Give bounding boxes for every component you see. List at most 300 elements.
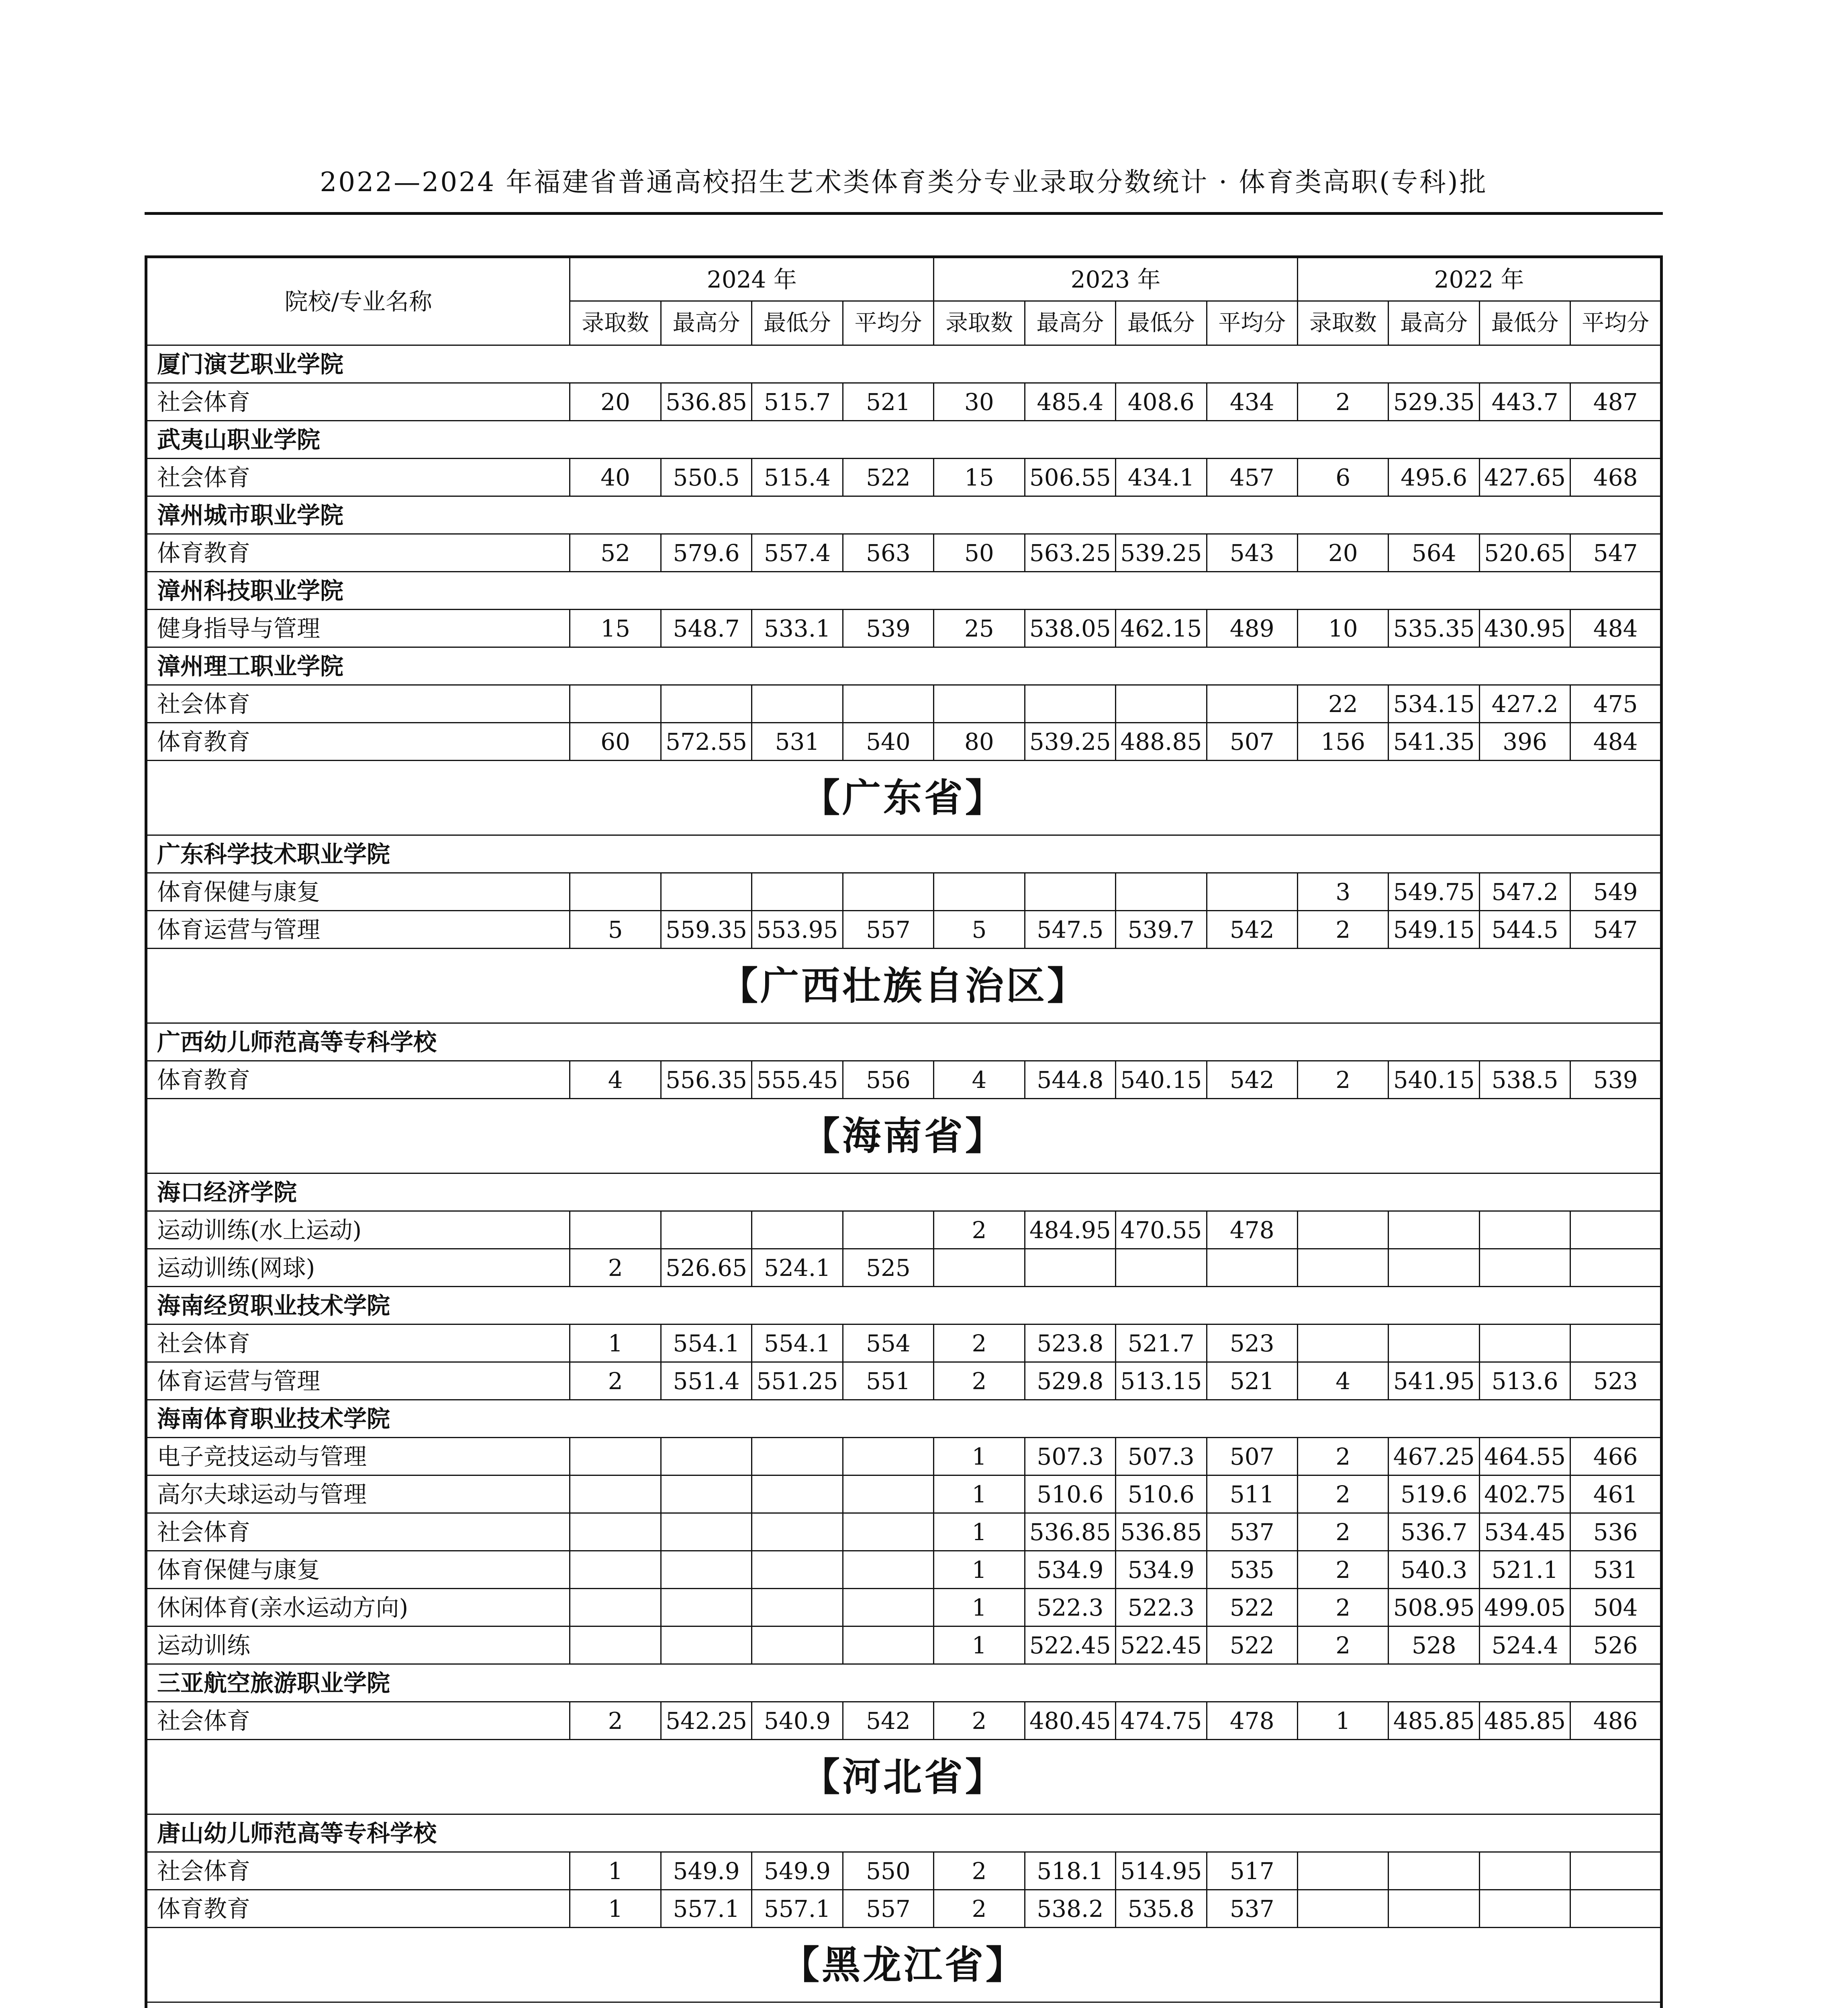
score-cell: 522 [1207, 1589, 1297, 1626]
score-cell: 485.4 [1025, 383, 1115, 421]
score-cell: 554 [843, 1324, 933, 1362]
score-cell [1025, 873, 1115, 911]
score-cell: 534.15 [1389, 685, 1479, 723]
score-cell [752, 1551, 843, 1589]
table-body [146, 345, 1662, 2008]
province-heading: 【广东省】 [146, 761, 1662, 835]
score-cell: 557.1 [661, 1890, 751, 1928]
score-cell [570, 1551, 661, 1589]
score-cell: 2 [934, 1702, 1025, 1740]
province-heading: 【广西壮族自治区】 [146, 949, 1662, 1023]
score-cell [1298, 1211, 1389, 1249]
province-row [146, 761, 1662, 835]
score-cell: 540.15 [1389, 1061, 1479, 1099]
score-cell: 529.8 [1025, 1362, 1115, 1400]
score-cell: 540.15 [1116, 1061, 1207, 1099]
school-row [146, 572, 1662, 610]
score-cell: 549.9 [752, 1852, 843, 1890]
school-name: 广西幼儿师范高等专科学校 [146, 1023, 1662, 1061]
score-cell: 529.35 [1389, 383, 1479, 421]
school-name [146, 2002, 1662, 2008]
score-cell: 572.55 [661, 723, 751, 761]
score-cell: 1 [934, 1438, 1025, 1475]
score-cell: 554.1 [752, 1324, 843, 1362]
score-cell: 550.5 [661, 459, 751, 496]
score-cell [661, 1513, 751, 1551]
score-cell: 559.35 [661, 911, 751, 949]
score-cell: 547 [1570, 911, 1662, 949]
score-cell: 536.85 [1116, 1513, 1207, 1551]
major-name: 体育教育 [146, 723, 570, 761]
score-cell: 2 [570, 1702, 661, 1740]
score-cell: 3 [1298, 873, 1389, 911]
major-name: 健身指导与管理 [146, 610, 570, 647]
score-cell: 4 [570, 1061, 661, 1099]
major-row [146, 1513, 1662, 1551]
major-name: 社会体育 [146, 459, 570, 496]
score-cell: 523 [1207, 1324, 1297, 1362]
score-cell: 464.55 [1479, 1438, 1570, 1475]
school-name: 漳州城市职业学院 [146, 496, 1662, 534]
score-cell: 507.3 [1025, 1438, 1115, 1475]
score-cell: 537 [1207, 1513, 1297, 1551]
score-cell [843, 1551, 933, 1589]
score-cell: 563 [843, 534, 933, 572]
major-name: 电子竞技运动与管理 [146, 1438, 570, 1475]
score-cell: 80 [934, 723, 1025, 761]
score-cell: 555.45 [752, 1061, 843, 1099]
school-row [146, 421, 1662, 459]
score-cell: 1 [570, 1324, 661, 1362]
score-cell: 551.4 [661, 1362, 751, 1400]
school-name: 三亚航空旅游职业学院 [146, 1664, 1662, 1702]
score-cell [1207, 685, 1297, 723]
score-cell: 475 [1570, 685, 1662, 723]
score-cell: 539.7 [1116, 911, 1207, 949]
score-cell: 528 [1389, 1626, 1479, 1664]
school-name: 武夷山职业学院 [146, 421, 1662, 459]
school-row [146, 1664, 1662, 1702]
major-name: 运动训练(水上运动) [146, 1211, 570, 1249]
score-cell: 549.9 [661, 1852, 751, 1890]
sub-column-header: 平均分 [843, 301, 933, 345]
score-cell [570, 1626, 661, 1664]
score-cell: 539.25 [1116, 534, 1207, 572]
score-cell: 474.75 [1116, 1702, 1207, 1740]
score-cell: 510.6 [1025, 1475, 1115, 1513]
score-cell [1570, 1211, 1662, 1249]
score-cell: 540 [843, 723, 933, 761]
school-row [146, 345, 1662, 383]
score-cell [570, 1513, 661, 1551]
score-cell: 10 [1298, 610, 1389, 647]
score-cell [1389, 1249, 1479, 1287]
score-cell [843, 1211, 933, 1249]
score-cell [661, 1211, 751, 1249]
score-cell [843, 685, 933, 723]
score-cell [843, 1626, 933, 1664]
score-cell: 2 [934, 1852, 1025, 1890]
score-cell [1479, 1211, 1570, 1249]
score-cell: 563.25 [1025, 534, 1115, 572]
school-row [146, 1287, 1662, 1324]
major-name: 体育运营与管理 [146, 1362, 570, 1400]
score-cell: 513.15 [1116, 1362, 1207, 1400]
school-name: 唐山幼儿师范高等专科学校 [146, 1814, 1662, 1852]
score-cell [752, 1211, 843, 1249]
major-row [146, 610, 1662, 647]
score-cell: 542 [1207, 1061, 1297, 1099]
score-cell: 522.45 [1116, 1626, 1207, 1664]
score-cell [661, 1438, 751, 1475]
score-cell: 579.6 [661, 534, 751, 572]
school-row [146, 496, 1662, 534]
score-cell: 556.35 [661, 1061, 751, 1099]
score-cell: 457 [1207, 459, 1297, 496]
score-cell [661, 1626, 751, 1664]
score-cell: 536.85 [1025, 1513, 1115, 1551]
score-cell: 542 [1207, 911, 1297, 949]
major-name: 社会体育 [146, 1702, 570, 1740]
major-row [146, 873, 1662, 911]
score-cell: 2 [1298, 383, 1389, 421]
score-cell: 515.7 [752, 383, 843, 421]
score-cell: 550 [843, 1852, 933, 1890]
score-cell: 564 [1389, 534, 1479, 572]
score-cell: 522.45 [1025, 1626, 1115, 1664]
score-cell: 549 [1570, 873, 1662, 911]
score-cell [752, 1475, 843, 1513]
score-cell: 539 [843, 610, 933, 647]
score-cell [1570, 1890, 1662, 1928]
score-cell [1116, 685, 1207, 723]
score-cell [661, 1475, 751, 1513]
score-cell: 2 [1298, 911, 1389, 949]
score-cell: 484.95 [1025, 1211, 1115, 1249]
school-row [146, 1023, 1662, 1061]
score-cell [934, 1249, 1025, 1287]
score-cell: 526.65 [661, 1249, 751, 1287]
score-cell: 522 [1207, 1626, 1297, 1664]
score-cell: 511 [1207, 1475, 1297, 1513]
score-cell: 521.7 [1116, 1324, 1207, 1362]
score-cell [1389, 1324, 1479, 1362]
sub-column-header: 最高分 [1389, 301, 1479, 345]
score-cell: 504 [1570, 1589, 1662, 1626]
score-cell: 1 [570, 1890, 661, 1928]
score-cell [1298, 1852, 1389, 1890]
score-cell: 535.8 [1116, 1890, 1207, 1928]
score-cell: 461 [1570, 1475, 1662, 1513]
score-cell: 536.7 [1389, 1513, 1479, 1551]
score-cell [934, 685, 1025, 723]
score-cell: 522.3 [1025, 1589, 1115, 1626]
score-cell: 443.7 [1479, 383, 1570, 421]
score-cell: 495.6 [1389, 459, 1479, 496]
province-row [146, 1099, 1662, 1173]
year-header-2023: 2023 年 [934, 257, 1298, 301]
major-row [146, 1702, 1662, 1740]
score-cell: 427.65 [1479, 459, 1570, 496]
score-cell: 519.6 [1389, 1475, 1479, 1513]
score-cell [934, 873, 1025, 911]
score-cell: 535 [1207, 1551, 1297, 1589]
score-cell: 535.35 [1389, 610, 1479, 647]
score-cell: 541.35 [1389, 723, 1479, 761]
school-name: 广东科学技术职业学院 [146, 835, 1662, 873]
score-cell: 489 [1207, 610, 1297, 647]
score-cell: 485.85 [1389, 1702, 1479, 1740]
page-header: 2022—2024 年福建省普通高校招生艺术类体育类分专业录取分数统计 · 体育类高职(专科)批 [320, 167, 1488, 198]
score-cell: 408.6 [1116, 383, 1207, 421]
major-name: 社会体育 [146, 685, 570, 723]
score-cell: 4 [1298, 1362, 1389, 1400]
school-name: 海南体育职业技术学院 [146, 1400, 1662, 1438]
score-cell: 402.75 [1479, 1475, 1570, 1513]
province-heading: 【河北省】 [146, 1740, 1662, 1814]
major-row [146, 1438, 1662, 1475]
sub-column-header: 最高分 [661, 301, 751, 345]
major-name: 体育教育 [146, 1061, 570, 1099]
score-cell: 20 [570, 383, 661, 421]
score-cell: 551.25 [752, 1362, 843, 1400]
score-cell: 462.15 [1116, 610, 1207, 647]
score-cell [1570, 1324, 1662, 1362]
score-cell: 507 [1207, 723, 1297, 761]
sub-column-header: 录取数 [1298, 301, 1389, 345]
score-cell: 396 [1479, 723, 1570, 761]
score-cell: 524.4 [1479, 1626, 1570, 1664]
score-cell [843, 873, 933, 911]
score-cell [1116, 873, 1207, 911]
score-cell: 525 [843, 1249, 933, 1287]
major-row [146, 723, 1662, 761]
score-cell: 2 [1298, 1475, 1389, 1513]
score-cell: 60 [570, 723, 661, 761]
major-row [146, 1626, 1662, 1664]
score-cell: 536 [1570, 1513, 1662, 1551]
score-cell: 507 [1207, 1438, 1297, 1475]
score-cell: 542 [843, 1702, 933, 1740]
admission-score-table [145, 255, 1663, 2008]
score-cell [752, 685, 843, 723]
major-name: 社会体育 [146, 1852, 570, 1890]
major-row [146, 1589, 1662, 1626]
score-cell [1025, 685, 1115, 723]
score-cell: 40 [570, 459, 661, 496]
score-cell: 521 [1207, 1362, 1297, 1400]
score-cell [1479, 1324, 1570, 1362]
score-cell: 544.5 [1479, 911, 1570, 949]
score-cell: 543 [1207, 534, 1297, 572]
score-cell: 507.3 [1116, 1438, 1207, 1475]
school-name: 厦门演艺职业学院 [146, 345, 1662, 383]
major-name: 体育教育 [146, 534, 570, 572]
score-cell: 25 [934, 610, 1025, 647]
school-row [146, 1814, 1662, 1852]
score-cell: 514.95 [1116, 1852, 1207, 1890]
province-row [146, 1928, 1662, 2002]
score-cell [570, 873, 661, 911]
province-heading: 【海南省】 [146, 1099, 1662, 1173]
score-cell: 1 [1298, 1702, 1389, 1740]
score-cell [661, 1589, 751, 1626]
major-row [146, 1551, 1662, 1589]
school-row [146, 1173, 1662, 1211]
year-header-2022: 2022 年 [1298, 257, 1662, 301]
score-cell: 534.9 [1025, 1551, 1115, 1589]
score-cell [752, 1626, 843, 1664]
score-cell: 547.5 [1025, 911, 1115, 949]
score-cell: 522.3 [1116, 1589, 1207, 1626]
school-name: 漳州科技职业学院 [146, 572, 1662, 610]
score-cell: 510.6 [1116, 1475, 1207, 1513]
sub-column-header: 平均分 [1207, 301, 1297, 345]
score-cell [752, 1589, 843, 1626]
score-cell: 488.85 [1116, 723, 1207, 761]
score-cell: 484 [1570, 610, 1662, 647]
score-cell: 549.15 [1389, 911, 1479, 949]
score-cell: 1 [934, 1513, 1025, 1551]
score-cell: 554.1 [661, 1324, 751, 1362]
major-row [146, 1475, 1662, 1513]
score-cell: 536.85 [661, 383, 751, 421]
sub-column-header: 最低分 [1116, 301, 1207, 345]
score-cell [1207, 873, 1297, 911]
major-row [146, 685, 1662, 723]
score-cell [570, 1475, 661, 1513]
score-cell [570, 1589, 661, 1626]
score-cell: 506.55 [1025, 459, 1115, 496]
score-cell: 2 [1298, 1551, 1389, 1589]
score-cell: 1 [934, 1475, 1025, 1513]
score-cell: 537 [1207, 1890, 1297, 1928]
major-name: 运动训练(网球) [146, 1249, 570, 1287]
score-cell: 15 [934, 459, 1025, 496]
score-cell: 534.45 [1479, 1513, 1570, 1551]
score-cell: 499.05 [1479, 1589, 1570, 1626]
score-cell [1116, 1249, 1207, 1287]
score-cell: 434.1 [1116, 459, 1207, 496]
score-cell [1298, 1890, 1389, 1928]
score-cell: 557 [843, 911, 933, 949]
score-cell [752, 873, 843, 911]
province-row [146, 1740, 1662, 1814]
score-cell: 521.1 [1479, 1551, 1570, 1589]
score-cell [1389, 1852, 1479, 1890]
year-header-2024: 2024 年 [570, 257, 934, 301]
score-cell: 427.2 [1479, 685, 1570, 723]
score-cell: 480.45 [1025, 1702, 1115, 1740]
score-cell [1025, 1249, 1115, 1287]
score-cell: 1 [934, 1626, 1025, 1664]
score-cell: 1 [934, 1589, 1025, 1626]
score-cell: 524.1 [752, 1249, 843, 1287]
score-cell [1298, 1324, 1389, 1362]
score-cell: 1 [570, 1852, 661, 1890]
score-cell: 2 [1298, 1513, 1389, 1551]
score-cell [1570, 1249, 1662, 1287]
score-cell: 1 [934, 1551, 1025, 1589]
sub-column-header: 最低分 [1479, 301, 1570, 345]
score-cell: 547 [1570, 534, 1662, 572]
score-cell [661, 685, 751, 723]
score-cell [661, 1551, 751, 1589]
score-cell: 50 [934, 534, 1025, 572]
score-cell: 540.9 [752, 1702, 843, 1740]
major-name: 社会体育 [146, 383, 570, 421]
major-row [146, 459, 1662, 496]
score-cell: 30 [934, 383, 1025, 421]
score-cell: 470.55 [1116, 1211, 1207, 1249]
major-name: 运动训练 [146, 1626, 570, 1664]
score-cell: 2 [934, 1324, 1025, 1362]
score-cell: 534.9 [1116, 1551, 1207, 1589]
score-cell [570, 685, 661, 723]
major-row [146, 911, 1662, 949]
score-cell: 541.95 [1389, 1362, 1479, 1400]
school-row [146, 1400, 1662, 1438]
score-cell: 156 [1298, 723, 1389, 761]
school-name: 海南经贸职业技术学院 [146, 1287, 1662, 1324]
score-cell: 531 [1570, 1551, 1662, 1589]
major-row [146, 1852, 1662, 1890]
score-cell: 485.85 [1479, 1702, 1570, 1740]
major-name: 体育保健与康复 [146, 1551, 570, 1589]
score-cell [843, 1589, 933, 1626]
score-cell: 542.25 [661, 1702, 751, 1740]
score-cell: 549.75 [1389, 873, 1479, 911]
score-cell: 523.8 [1025, 1324, 1115, 1362]
score-cell [1479, 1852, 1570, 1890]
major-row [146, 1362, 1662, 1400]
score-cell: 557 [843, 1890, 933, 1928]
score-cell [570, 1438, 661, 1475]
score-cell: 538.5 [1479, 1061, 1570, 1099]
score-cell: 518.1 [1025, 1852, 1115, 1890]
score-cell: 478 [1207, 1211, 1297, 1249]
sub-column-header: 平均分 [1570, 301, 1662, 345]
score-cell: 515.4 [752, 459, 843, 496]
score-cell: 2 [934, 1890, 1025, 1928]
score-cell: 547.2 [1479, 873, 1570, 911]
name-column-header: 院校/专业名称 [146, 257, 570, 345]
major-name: 休闲体育(亲水运动方向) [146, 1589, 570, 1626]
score-cell [843, 1513, 933, 1551]
major-name: 社会体育 [146, 1513, 570, 1551]
score-cell: 508.95 [1389, 1589, 1479, 1626]
score-cell: 523 [1570, 1362, 1662, 1400]
school-name: 海口经济学院 [146, 1173, 1662, 1211]
score-cell: 2 [1298, 1438, 1389, 1475]
score-cell [1298, 1249, 1389, 1287]
score-cell: 539.25 [1025, 723, 1115, 761]
major-row [146, 383, 1662, 421]
major-row [146, 1211, 1662, 1249]
score-cell: 15 [570, 610, 661, 647]
score-cell: 2 [1298, 1626, 1389, 1664]
score-cell: 544.8 [1025, 1061, 1115, 1099]
score-cell: 468 [1570, 459, 1662, 496]
score-cell: 548.7 [661, 610, 751, 647]
score-cell: 434 [1207, 383, 1297, 421]
score-cell: 2 [1298, 1589, 1389, 1626]
major-name: 高尔夫球运动与管理 [146, 1475, 570, 1513]
score-cell [752, 1513, 843, 1551]
score-cell: 556 [843, 1061, 933, 1099]
school-name: 漳州理工职业学院 [146, 647, 1662, 685]
score-cell: 513.6 [1479, 1362, 1570, 1400]
